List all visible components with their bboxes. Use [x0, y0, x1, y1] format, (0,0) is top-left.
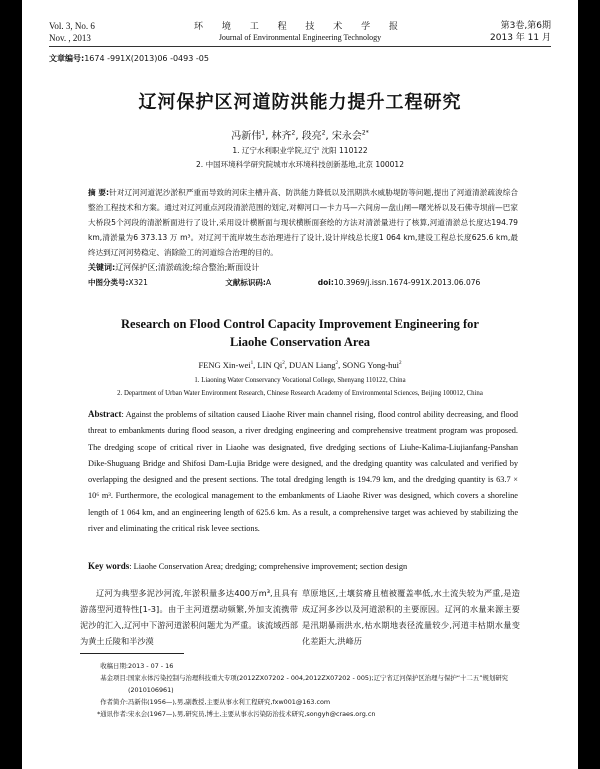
- keywords-cn: 关键词:辽河保护区;清淤疏浚;综合整治;断面设计: [88, 263, 260, 272]
- title-cn: 辽河保护区河道防洪能力提升工程研究: [138, 92, 462, 113]
- footnote-funding: 基金项目: 国家水体污染控制与治理科技重大专项(2012ZX07202 - 004,2012ZX07202 - 005);辽宁省辽河保护区治理与保护“十二五”规划研究(2010106961): [100, 674, 509, 694]
- classification-row: 中图分类号:X321 文献标识码:A doi:10.3969/j.issn.1674-991X.2013.06.076: [88, 278, 481, 287]
- author: DUAN Liang: [289, 360, 336, 370]
- author: 冯新伟: [231, 131, 262, 142]
- volume-issue-cn: 第3卷,第6期: [500, 21, 551, 31]
- journal-name-cn: 环 境 工 程 技 术 学 报: [193, 22, 407, 32]
- journal-name-en: Journal of Environmental Engineering Technology: [218, 33, 382, 42]
- affiliation-en-2: 2. Department of Urban Water Environment Research, Chinese Research Academy of Environmental Sciences, Beijing 100012, China: [117, 390, 483, 397]
- paper-page: [22, 0, 578, 769]
- author: 林齐: [271, 131, 292, 142]
- title-en: Research on Flood Control Capacity Improvement Engineering for Liaohe Conservation Area: [121, 317, 479, 349]
- body-column-left: 辽河为典型多泥沙河流,年淤积量多达400万m³,且具有游荡型河道特性[1-3]。由于主河道摆动频繁,外加支流携带泥沙的汇入,辽河中下游河道淤积问题尤为严重。该流域西部为黄土丘陵和半沙漠: [80, 588, 298, 646]
- abstract-cn-text: 针对辽河河道泥沙淤积严重而导致的河床主槽升高、防洪能力降低以及汛期洪水威胁堤防等问题,提出了河道清淤疏浚综合整治工程技术和方案。通过对辽河重点河段清淤范围的划定,对柳河口—卡力马—六间房—盘山闸—曙光桥以及石佛寺坝前—巴家大桥段5个河段的清淤断面进行了设计,采用设计横断面与现状横断面套绘的方法对清淤量进行了核算,河道清淤总长度达194.79 km,清淤量为6 373.13 万 m³。对辽河干流岸坡生态治理进行了设计,设计岸线总长度1 064 km,建设工程总长度625.6 km,最终达到辽河河势稳定、消除险工的河道综合治理的目的。: [88, 188, 518, 257]
- article-number: 文章编号:1674 -991X(2013)06 -0493 -05: [49, 54, 209, 63]
- affiliation-en-1: 1. Liaoning Water Conservancy Vocational College, Shenyang 110122, China: [194, 377, 406, 384]
- header-divider: [49, 46, 551, 47]
- affiliation-cn-1: 1. 辽宁水利职业学院,辽宁 沈阳 110122: [232, 146, 368, 155]
- footnote-corresponding-author: *通讯作者:宋永会(1967—),男,研究员,博士,主要从事水污染防治技术研究,songyh@craes.org.cn: [97, 710, 376, 718]
- author: SONG Yong-hui: [342, 360, 400, 370]
- author: 段亮: [301, 131, 322, 142]
- footnote-received: 收稿日期:2013 - 07 - 16: [100, 662, 174, 670]
- abstract-en: Abstract: Against the problems of siltation caused Liaohe River main channel rising, flood control ability decreasing, and flood threat to embankments during flood season, a river dredging engineering and comprehensive treatment program was proposed. The dredging scope of critical river in Liaohe was designated, five dredging sections of Liuhe-Kalima-Liujianfang-Panshan Dike-Shuguang Bridge and Shifosi Dam-Lujia Bridge were designed, and the dredging quantity was calculated and verified by overlapping the designed and the present sections. The total dredging length is 194.79 km, and the dredging quantity is 63.7 × 10⁶ m³. Furthermore, the ecological management to the embankments of Liaohe River was designed, which covers a shoreline length of 1 064 km, and an engineering length of 625.6 km. As a result, a comprehensive target was achieved by stabilizing the river and eliminating the critical risk levee sections.: [88, 409, 518, 534]
- abstract-cn-label: 摘 要:: [88, 188, 110, 197]
- abstract-en-label: Abstract: [88, 409, 122, 419]
- abstract-cn: [88, 185, 518, 260]
- authors-cn: 冯新伟$^1$, 林齐$^2$, 段亮$^2$, 宋永会$^{2*}$: [231, 129, 369, 142]
- affiliation-cn-2: 2. 中国环境科学研究院城市水环境科技创新基地,北京 100012: [196, 160, 404, 169]
- body-column-right: 草原地区,土壤贫瘠且植被覆盖率低,水土流失较为严重,是造成辽河多沙以及河道淤积的主要原因。辽河的水量来源主要是汛期暴雨洪水,枯水期地表径流量较少,河道丰枯期水量变化差距大,洪峰历: [302, 588, 520, 646]
- author: 宋永会: [331, 131, 362, 142]
- author: LIN Qi: [257, 360, 283, 370]
- footnote-author-bio: 作者简介:冯新伟(1956—),男,副教授,主要从事水利工程研究,fxw001@163.com: [100, 698, 331, 706]
- issue-date-en: Nov. , 2013: [49, 33, 91, 43]
- volume-issue: Vol. 3, No. 6: [49, 21, 95, 31]
- footnotes: [80, 660, 540, 720]
- authors-en: FENG Xin-wei$^1$, LIN Qi$^2$, DUAN Liang$^2$, SONG Yong-hui$^2$: [198, 360, 402, 370]
- footnote-divider: [80, 653, 184, 654]
- author: FENG Xin-wei: [198, 360, 251, 370]
- abstract-en-text: Against the problems of siltation caused Liaohe River main channel rising, flood control ability decreasing, and flood threat to embankments during flood season, a river dredging engineering and comprehensive treatment program was proposed. The dredging scope of critical river in Liaohe was designated, five dredging sections of Liuhe-Kalima-Liujianfang-Panshan Dike-Shuguang Bridge and Shifosi Dam-Lujia Bridge were designed, and the dredging quantity was calculated and verified by overlapping the designed and the present sections. The total dredging length is 194.79 km, and the dredging quantity is 63.7 × 10⁶ m³. Furthermore, the ecological management to the embankments of Liaohe River was designed, which covers a shoreline length of 1 064 km, and an engineering length of 625.6 km. As a result, a comprehensive target was achieved by stabilizing the river and eliminating the critical risk levee sections.: [88, 410, 518, 534]
- doi: 10.3969/j.issn.1674-991X.2013.06.076: [333, 278, 481, 287]
- keywords-en: Key words: Liaohe Conservation Area; dredging; comprehensive improvement; section design: [88, 561, 408, 571]
- issue-date-cn: 2013 年 11 月: [490, 33, 551, 43]
